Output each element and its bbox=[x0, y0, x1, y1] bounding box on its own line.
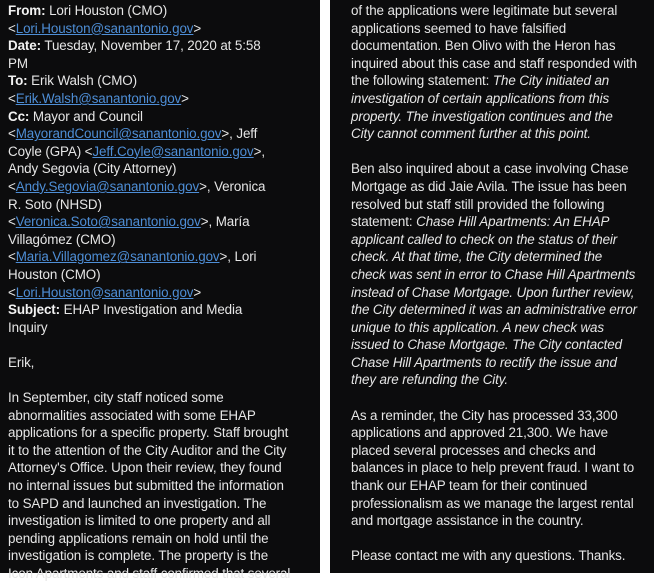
to-label: To: bbox=[8, 73, 28, 89]
body-line: abnormalities associated with some EHAP bbox=[8, 407, 256, 423]
body-line: pending applications remain on hold until the bbox=[8, 530, 269, 546]
statement-quote-line: issued to Chase Mortgage. The City contacted bbox=[351, 337, 622, 353]
body-line: Icon Apartments and staff confirmed that several bbox=[8, 566, 291, 581]
cc-2-email-link[interactable]: Jeff.Coyle@sanantonio.gov bbox=[92, 143, 254, 159]
cc-6-email-line: <Lori.Houston@sanantonio.gov> bbox=[8, 284, 202, 300]
cc-5-email-line: <Maria.Villagomez@sanantonio.gov>, Lori bbox=[8, 249, 257, 265]
cc-5-email-link[interactable]: Maria.Villagomez@sanantonio.gov bbox=[15, 249, 220, 265]
date-value-cont: PM bbox=[8, 55, 28, 71]
statement-lead: the following statement: bbox=[351, 73, 493, 89]
statement-quote-line: Chase Hill Apartments to rectify the issue and bbox=[351, 354, 617, 370]
cc-3-line bbox=[8, 160, 316, 178]
statement-quote-line: check. At that time, the City determined the bbox=[351, 249, 603, 265]
cc-line bbox=[8, 108, 316, 126]
body-line-mixed bbox=[351, 72, 650, 90]
body-paragraph-2 bbox=[351, 160, 650, 389]
body-line: to SAPD and launched an investigation. The bbox=[8, 495, 267, 511]
statement-quote-line: check was sent in error to Chase Hill Apartments bbox=[351, 266, 636, 282]
cc-3-email-link[interactable]: Andy.Segovia@sanantonio.gov bbox=[15, 178, 200, 194]
to-email-line: <Erik.Walsh@sanantonio.gov> bbox=[8, 90, 189, 106]
cc-2-line: Coyle (GPA) <Jeff.Coyle@sanantonio.gov>, bbox=[8, 143, 265, 159]
date-line-cont bbox=[8, 55, 316, 73]
cc-2-name-b: Coyle (GPA) bbox=[8, 143, 82, 159]
cc-6-line bbox=[8, 266, 316, 284]
date-line bbox=[8, 37, 316, 55]
statement-quote-line: property. The investigation continues and the bbox=[351, 108, 613, 124]
cc-3-name: Andy Segovia (City Attorney) bbox=[8, 161, 177, 177]
date-value: Tuesday, November 17, 2020 at 5:58 bbox=[44, 38, 261, 54]
body-line: and mortgage assistance in the country. bbox=[351, 513, 584, 529]
cc-1-email-link[interactable]: MayorandCouncil@sanantonio.gov bbox=[15, 126, 222, 142]
cc-6-name-b: Houston (CMO) bbox=[8, 266, 101, 282]
from-name: Lori Houston (CMO) bbox=[49, 3, 168, 18]
to-email-link[interactable]: Erik.Walsh@sanantonio.gov bbox=[15, 90, 182, 106]
body-line: professionalism as we manage the largest rental bbox=[351, 495, 634, 511]
date-label: Date: bbox=[8, 38, 41, 54]
statement-quote-line: instead of Chase Mortgage. Upon further review, bbox=[351, 284, 635, 300]
greeting: Erik, bbox=[8, 354, 35, 370]
cc-6-email-link[interactable]: Lori.Houston@sanantonio.gov bbox=[15, 284, 194, 300]
to-name: Erik Walsh (CMO) bbox=[31, 73, 137, 89]
cc-1-email-line: <MayorandCouncil@sanantonio.gov>, Jeff bbox=[8, 126, 258, 142]
cc-2-name-a: Jeff bbox=[236, 126, 258, 142]
body-line: thank our EHAP team for their continued bbox=[351, 478, 588, 494]
body-line: investigation is complete. The property is the bbox=[8, 548, 269, 564]
body-line: In September, city staff noticed some bbox=[8, 390, 224, 406]
from-email-link[interactable]: Lori.Houston@sanantonio.gov bbox=[15, 20, 194, 36]
cc-4-name-b: R. Soto (NHSD) bbox=[8, 196, 102, 212]
from-label: From: bbox=[8, 3, 46, 18]
body-line: inquired about this case and staff responded with bbox=[351, 55, 637, 71]
body-line-mixed bbox=[351, 213, 650, 231]
cc-4-name-a: Veronica bbox=[214, 178, 266, 194]
statement-quote-start: Chase Hill Apartments: An EHAP bbox=[416, 214, 610, 230]
email-left-column bbox=[0, 0, 320, 581]
subject-value-l1: EHAP Investigation and Media bbox=[63, 302, 243, 318]
body-paragraph-3 bbox=[351, 407, 650, 530]
cc-1-name: Mayor and Council bbox=[32, 108, 143, 124]
subject-line-cont bbox=[8, 319, 316, 337]
subject-line bbox=[8, 301, 316, 319]
body-paragraph-1-cont bbox=[351, 2, 650, 143]
body-line: Attorney's Office. Upon their review, they found bbox=[8, 460, 282, 476]
body-paragraph-1 bbox=[8, 389, 316, 583]
statement-quote-start: The City initiated an bbox=[492, 73, 610, 89]
cc-4-line bbox=[8, 196, 316, 214]
body-line: no internal issues but submitted the information bbox=[8, 478, 284, 494]
subject-value-l2: Inquiry bbox=[8, 319, 48, 335]
cc-5-line bbox=[8, 231, 316, 249]
body-line: applications for a specific property. Staff brought bbox=[8, 425, 289, 441]
cc-4-email-line: <Veronica.Soto@sanantonio.gov>, María bbox=[8, 214, 250, 230]
cc-label: Cc: bbox=[8, 108, 30, 124]
body-line: As a reminder, the City has processed 33,300 bbox=[351, 407, 618, 423]
email-header bbox=[8, 2, 316, 336]
body-line: investigation is limited to one property and all bbox=[8, 513, 271, 529]
cc-3-email-line: <Andy.Segovia@sanantonio.gov>, Veronica bbox=[8, 178, 266, 194]
cc-5-name-a: María bbox=[215, 214, 250, 230]
from-line bbox=[8, 2, 316, 20]
subject-label: Subject: bbox=[8, 302, 61, 318]
body-line: Ben also inquired about a case involving Chase bbox=[351, 161, 629, 177]
statement-quote-line: applicant called to check on the status of their bbox=[351, 231, 618, 247]
body-line: applications seemed to have falsified bbox=[351, 20, 567, 36]
body-line: of the applications were legitimate but several bbox=[351, 3, 618, 18]
cc-5-name-b: Villagómez (CMO) bbox=[8, 231, 116, 247]
body-line: Mortgage as did Jaie Avila. The issue has been bbox=[351, 178, 627, 194]
statement-quote-line: City cannot comment further at this point. bbox=[351, 126, 591, 142]
closing-line: Please contact me with any questions. Thanks. bbox=[351, 548, 626, 564]
body-line: balances in place to help prevent fraud. I want to bbox=[351, 460, 635, 476]
cc-6-name-a: Lori bbox=[234, 249, 257, 265]
email-right-column bbox=[330, 0, 654, 573]
from-email-line: <Lori.Houston@sanantonio.gov> bbox=[8, 20, 202, 36]
to-line bbox=[8, 72, 316, 90]
statement-quote-line: they are refunding the City. bbox=[351, 372, 508, 388]
body-line: placed several processes and checks and bbox=[351, 442, 596, 458]
statement-quote-line: the City determined it was an administrative error bbox=[351, 302, 637, 318]
body-line: documentation. Ben Olivo with the Heron has bbox=[351, 38, 616, 54]
cc-4-email-link[interactable]: Veronica.Soto@sanantonio.gov bbox=[15, 214, 201, 230]
statement-lead: statement: bbox=[351, 214, 417, 230]
body-line: it to the attention of the City Auditor and the City bbox=[8, 442, 287, 458]
statement-quote-line: investigation of certain applications from this bbox=[351, 90, 610, 106]
statement-quote-line: unique to this application. A new check was bbox=[351, 319, 604, 335]
body-line: applications and approved 21,300. We have bbox=[351, 425, 608, 441]
body-line: resolved but staff still provided the following bbox=[351, 196, 605, 212]
